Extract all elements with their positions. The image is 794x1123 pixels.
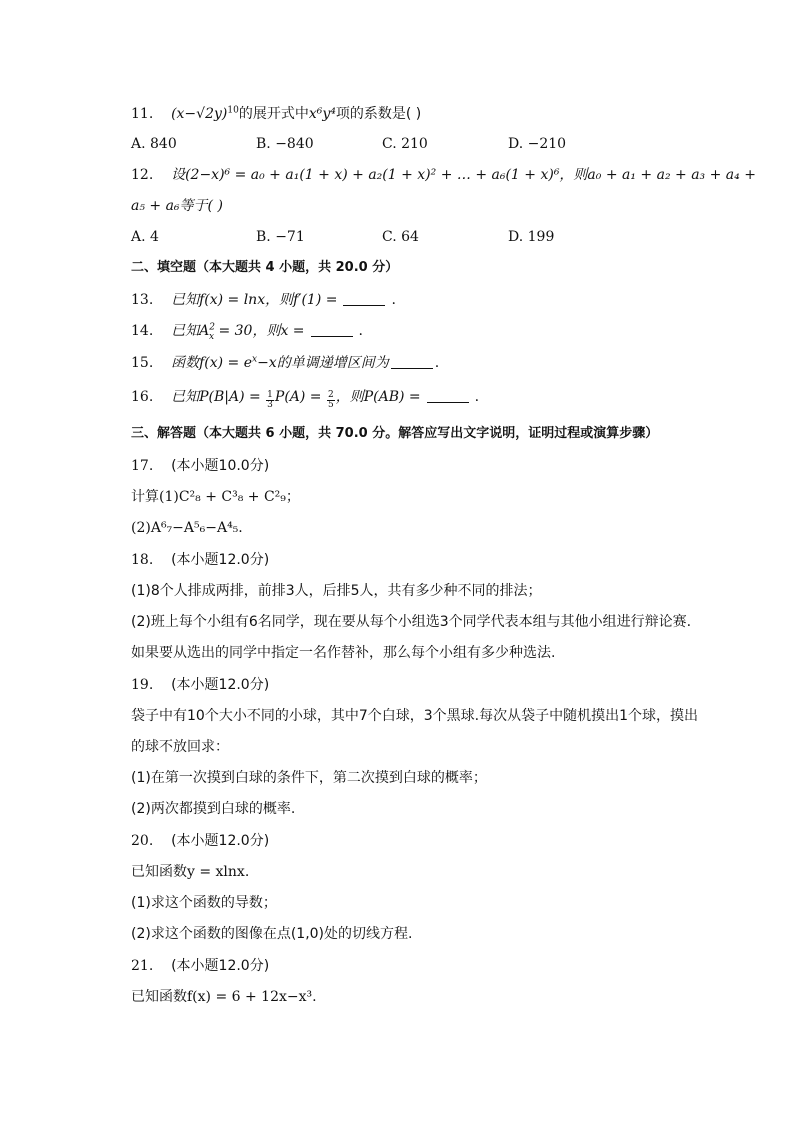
- question-number: 16.: [131, 389, 154, 405]
- question-11: [131, 104, 421, 124]
- question-16: [131, 387, 479, 410]
- q12-options: [131, 227, 691, 247]
- question-score: (本小题10.0分): [171, 458, 270, 474]
- question-number: 15.: [131, 355, 154, 371]
- question-score: (本小题12.0分): [171, 958, 270, 974]
- answer-blank[interactable]: [391, 356, 433, 369]
- option-a[interactable]: A. 840: [131, 136, 177, 152]
- option-d[interactable]: D. −210: [508, 136, 567, 152]
- question-number: 11.: [131, 106, 154, 122]
- option-a[interactable]: A. 4: [131, 229, 159, 245]
- q11-exponent: 10: [227, 105, 239, 116]
- question-12-cont: [131, 196, 223, 216]
- answer-blank[interactable]: [311, 324, 353, 337]
- question-21: [131, 956, 269, 976]
- question-number: 21.: [131, 958, 154, 974]
- q20-line2: (1)求这个函数的导数；: [131, 895, 277, 911]
- q16-text: 已知P(B|A) =: [171, 389, 261, 405]
- question-number: 12.: [131, 167, 154, 183]
- option-b[interactable]: B. −840: [256, 136, 314, 152]
- q19-line2: 的球不放回求：: [131, 739, 229, 755]
- q18-line1: (1)8个人排成两排，前排3人，后排5人，共有多少种不同的排法；: [131, 583, 542, 599]
- q17-line1: 计算(1)C²₈ + C³₈ + C²₉；: [131, 489, 300, 505]
- question-15: [131, 353, 439, 373]
- question-number: 20.: [131, 833, 154, 849]
- q15-period: .: [434, 355, 440, 371]
- q20-line1: 已知函数y = xlnx.: [131, 864, 250, 880]
- q11-stem-mid: 的展开式中: [238, 106, 309, 122]
- q14-sup: 2: [209, 322, 215, 333]
- q12-stem-line2: a₅ + a₆等于( ): [131, 198, 223, 214]
- question-score: (本小题12.0分): [171, 677, 270, 693]
- question-number: 13.: [131, 292, 154, 308]
- question-20: [131, 831, 269, 851]
- q11-options: [131, 134, 691, 154]
- q11-stem-post: 项的系数是( ): [335, 106, 422, 122]
- q11-term: x⁶y⁴: [308, 106, 336, 122]
- q19-line3: (1)在第一次摸到白球的条件下，第二次摸到白球的概率；: [131, 770, 487, 786]
- q20-line3: (2)求这个函数的图像在点(1,0)处的切线方程.: [131, 926, 413, 942]
- q19-line4: (2)两次都摸到白球的概率.: [131, 801, 296, 817]
- question-number: 19.: [131, 677, 154, 693]
- q17-line2: (2)A⁶₇−A⁵₆−A⁴₅.: [131, 520, 243, 536]
- question-number: 18.: [131, 552, 154, 568]
- question-17: [131, 456, 269, 476]
- q14-text: 已知A: [171, 323, 210, 339]
- section-answer-title: 三、解答题（本大题共 6 小题，共 70.0 分。解答应写出文字说明，证明过程或演算步骤）: [131, 426, 659, 441]
- q13-text: 已知f(x) = lnx，则f′(1) =: [171, 292, 338, 308]
- q18-line2: (2)班上每个小组有6名同学，现在要从每个小组选3个同学代表本组与其他小组进行辩论赛.: [131, 614, 692, 630]
- answer-blank[interactable]: [343, 293, 385, 306]
- q14-sub: x: [208, 331, 215, 342]
- question-14: [131, 321, 363, 341]
- option-c[interactable]: C. 64: [382, 229, 419, 245]
- option-c[interactable]: C. 210: [382, 136, 428, 152]
- section-fill-in-title: 二、填空题（本大题共 4 小题，共 20.0 分）: [131, 260, 399, 275]
- q15-text: 函数f(x) = e: [171, 355, 252, 371]
- q19-line1: 袋子中有10个大小不同的小球，其中7个白球，3个黑球.每次从袋子中随机摸出1个球，摸出: [131, 708, 698, 724]
- fraction-1: $\frac{1}{3}$: [267, 390, 273, 410]
- q16-text-mid: P(A) =: [274, 389, 322, 405]
- q14-period: .: [358, 323, 363, 339]
- q15-sup: x: [252, 354, 258, 365]
- q16-text-mid2: ，则P(AB) =: [335, 389, 421, 405]
- q13-period: .: [391, 292, 396, 308]
- option-d[interactable]: D. 199: [508, 229, 555, 245]
- fraction-2: $\frac{2}{5}$: [328, 390, 334, 410]
- option-b[interactable]: B. −71: [256, 229, 305, 245]
- question-19: [131, 675, 269, 695]
- question-number: 17.: [131, 458, 154, 474]
- q18-line3: 如果要从选出的同学中指定一名作替补，那么每个小组有多少种选法.: [131, 645, 556, 661]
- question-13: [131, 290, 396, 310]
- question-number: 14.: [131, 323, 154, 339]
- q14-text-mid: = 30，则x =: [214, 323, 305, 339]
- question-12: [131, 165, 756, 185]
- q12-stem-line1: 设(2−x)⁶ = a₀ + a₁(1 + x) + a₂(1 + x)² + … + a₆(1 + x)⁶，则a₀ + a₁ + a₂ + a₃ + a₄ +: [171, 167, 756, 183]
- question-score: (本小题12.0分): [171, 552, 270, 568]
- q16-period: .: [474, 389, 480, 405]
- question-score: (本小题12.0分): [171, 833, 270, 849]
- q11-expression: (x−√2y): [171, 106, 228, 122]
- q21-line1: 已知函数f(x) = 6 + 12x−x³.: [131, 989, 317, 1005]
- answer-blank[interactable]: [427, 390, 469, 403]
- q15-text-mid: −x的单调递增区间为: [257, 355, 389, 371]
- question-18: [131, 550, 269, 570]
